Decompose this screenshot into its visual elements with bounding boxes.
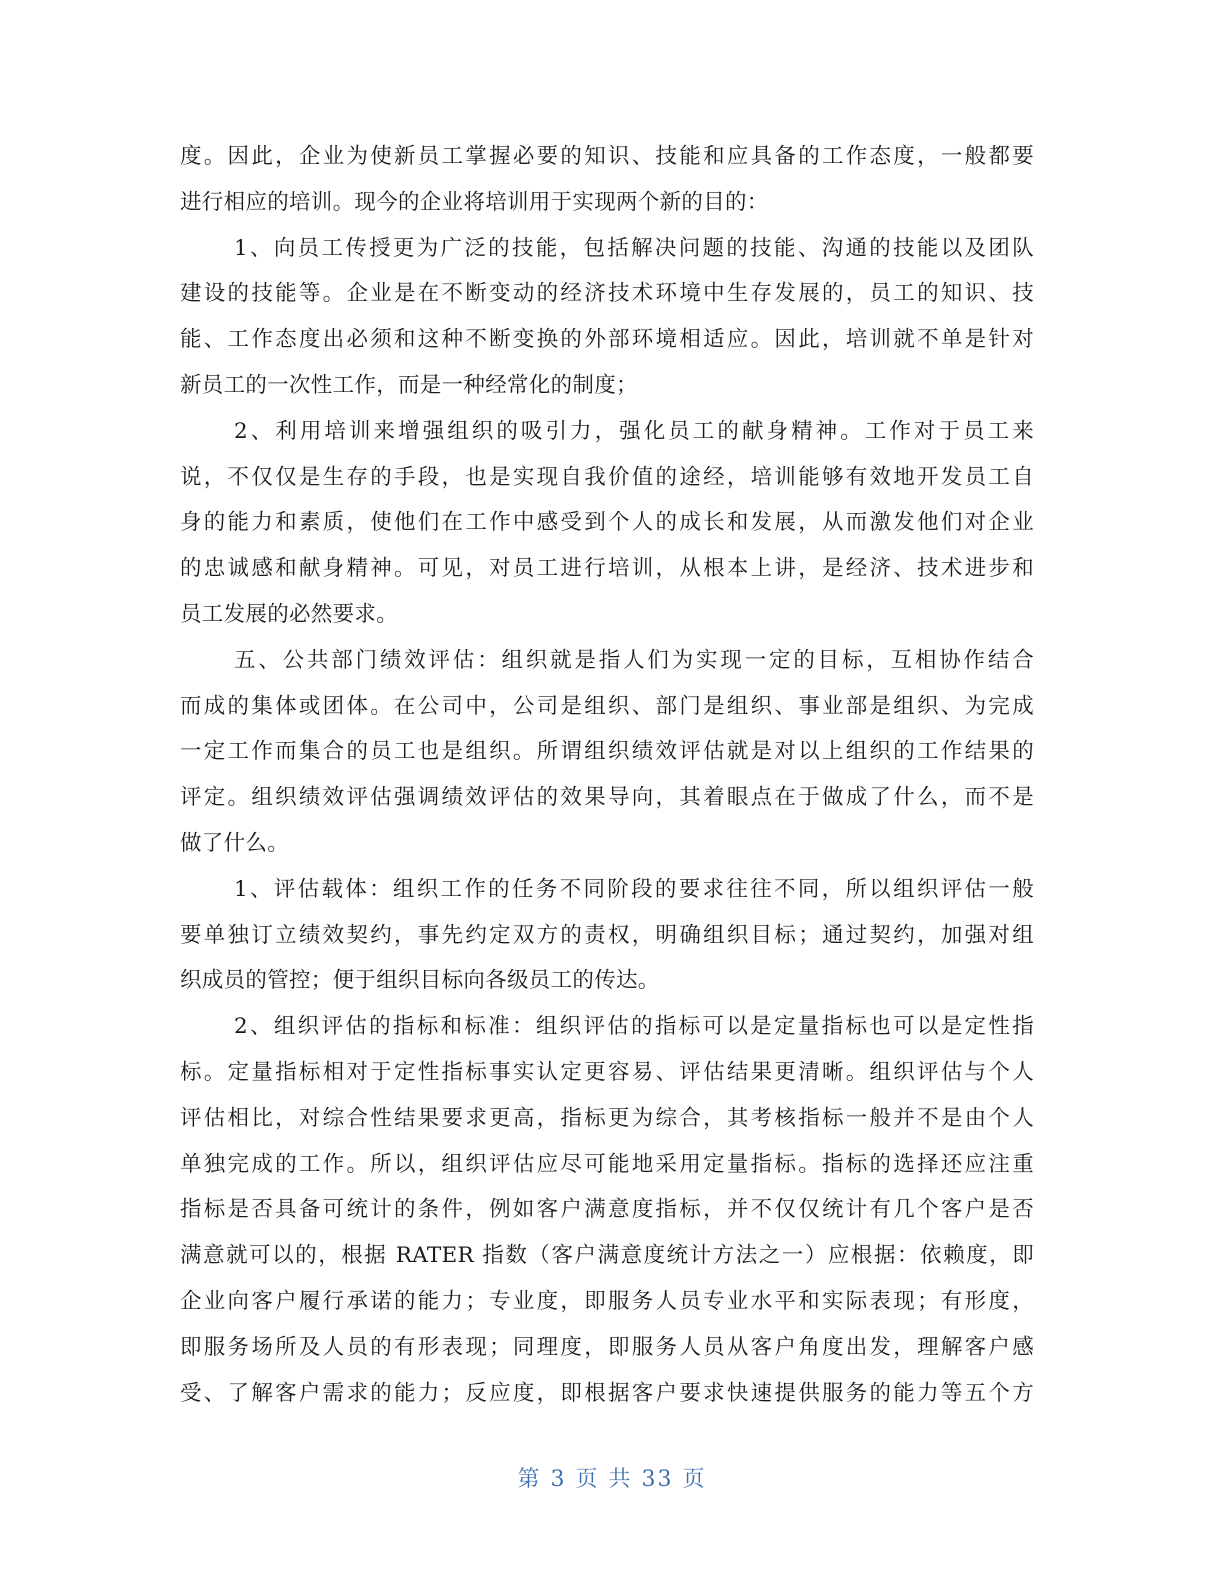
text-line: 满意就可以的，根据 RATER 指数（客户满意度统计方法之一）应根据：依赖度，即 [180, 1243, 1034, 1269]
text-line: 说，不仅仅是生存的手段，也是实现自我价值的途经，培训能够有效地开发员工自 [180, 464, 1034, 490]
text-line: 1、向员工传授更为广泛的技能，包括解决问题的技能、沟通的技能以及团队 [234, 235, 1034, 261]
text-line: 即服务场所及人员的有形表现；同理度，即服务人员从客户角度出发，理解客户感 [180, 1334, 1034, 1360]
text-line: 新员工的一次性工作，而是一种经常化的制度； [180, 372, 638, 398]
text-line: 评估相比，对综合性结果要求更高，指标更为综合，其考核指标一般并不是由个人 [180, 1105, 1034, 1131]
text-line: 要单独订立绩效契约，事先约定双方的责权，明确组织目标；通过契约，加强对组 [180, 922, 1034, 948]
text-line: 做了什么。 [180, 830, 290, 856]
page-number-footer: 第 3 页 共 33 页 [517, 1467, 707, 1492]
text-line: 2、利用培训来增强组织的吸引力，强化员工的献身精神。工作对于员工来 [234, 418, 1034, 444]
text-line: 织成员的管控；便于组织目标向各级员工的传达。 [180, 968, 660, 994]
text-line: 而成的集体或团体。在公司中，公司是组织、部门是组织、事业部是组织、为完成 [180, 693, 1034, 719]
text-line: 员工发展的必然要求。 [180, 601, 399, 627]
text-line: 单独完成的工作。所以，组织评估应尽可能地采用定量指标。指标的选择还应注重 [180, 1151, 1034, 1177]
text-line: 的忠诚感和献身精神。可见，对员工进行培训，从根本上讲，是经济、技术进步和 [180, 556, 1034, 582]
text-line: 五、公共部门绩效评估：组织就是指人们为实现一定的目标，互相协作结合 [234, 647, 1034, 673]
text-line: 身的能力和素质，使他们在工作中感受到个人的成长和发展，从而激发他们对企业 [180, 510, 1034, 536]
text-line: 评定。组织绩效评估强调绩效评估的效果导向，其着眼点在于做成了什么，而不是 [180, 785, 1034, 811]
text-line: 1、评估载体：组织工作的任务不同阶段的要求往往不同，所以组织评估一般 [234, 876, 1034, 902]
text-line: 指标是否具备可统计的条件，例如客户满意度指标，并不仅仅统计有几个客户是否 [180, 1197, 1034, 1223]
text-line: 度。因此，企业为使新员工掌握必要的知识、技能和应具备的工作态度，一般都要 [180, 144, 1034, 169]
text-line: 一定工作而集合的员工也是组织。所谓组织绩效评估就是对以上组织的工作结果的 [180, 739, 1034, 765]
text-line: 2、组织评估的指标和标准：组织评估的指标可以是定量指标也可以是定性指 [234, 1014, 1034, 1040]
text-line: 进行相应的培训。现今的企业将培训用于实现两个新的目的： [180, 189, 769, 215]
text-line: 能、工作态度出必须和这种不断变换的外部环境相适应。因此，培训就不单是针对 [180, 327, 1034, 353]
text-line: 企业向客户履行承诺的能力；专业度，即服务人员专业水平和实际表现；有形度， [180, 1288, 1034, 1314]
text-line: 建设的技能等。企业是在不断变动的经济技术环境中生存发展的，员工的知识、技 [180, 281, 1034, 307]
text-line: 受、了解客户需求的能力；反应度，即根据客户要求快速提供服务的能力等五个方 [180, 1380, 1034, 1406]
document-body [180, 134, 1034, 1416]
text-line: 标。定量指标相对于定性指标事实认定更容易、评估结果更清晰。组织评估与个人 [180, 1059, 1034, 1085]
